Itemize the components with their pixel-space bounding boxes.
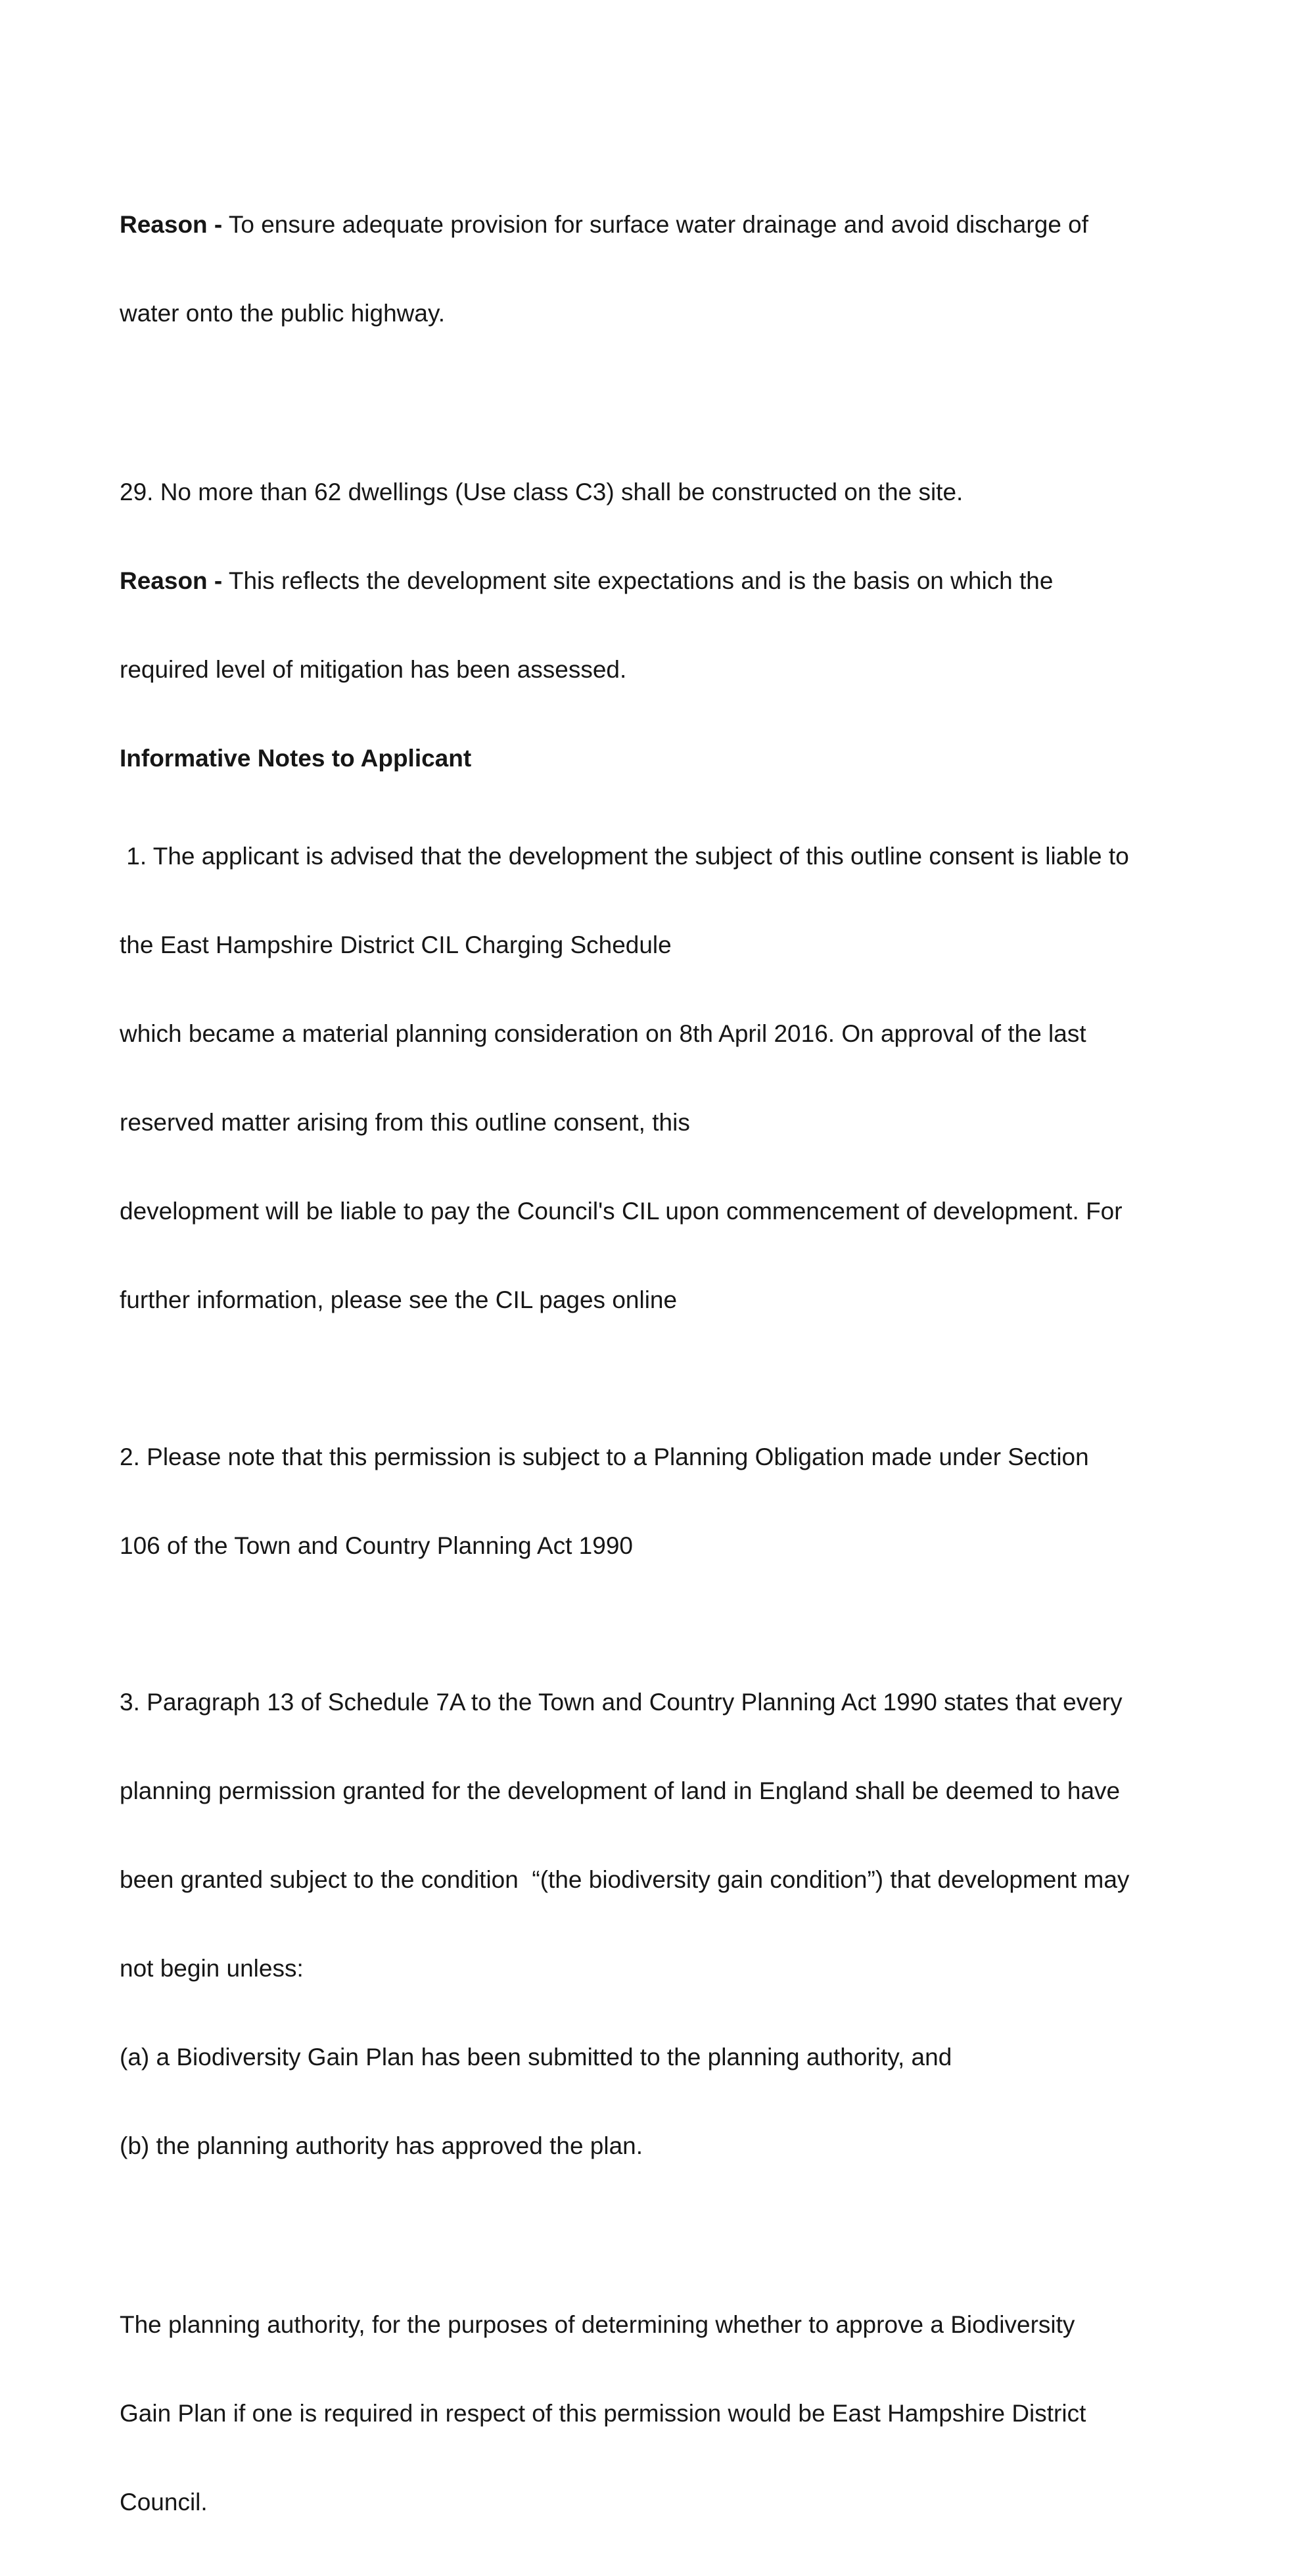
note-line: (a) a Biodiversity Gain Plan has been submitted to the planning authority, and [120, 2044, 952, 2071]
reason-label: Reason - [120, 211, 223, 238]
informative-note-1 [120, 782, 1197, 1374]
note-line: been granted subject to the condition “(the biodiversity gain condition”) that development may [120, 1866, 1130, 1893]
note-line: further information, please see the CIL pages online [120, 1286, 678, 1313]
reason-text: To ensure adequate provision for surface water drainage and avoid discharge of [222, 211, 1089, 238]
reason-text-continued: water onto the public highway. [120, 300, 446, 327]
reason-text: This reflects the development site expectations and is the basis on which the [222, 567, 1054, 594]
paragraph-line: Council. [120, 2489, 208, 2516]
reason-line [120, 210, 1197, 239]
note-line: which became a material planning consideration on 8th April 2016. On approval of the last [120, 1020, 1086, 1047]
planning-authority-paragraph [120, 2251, 1197, 2576]
condition-29-paragraph [120, 418, 1197, 743]
note-line: development will be liable to pay the Council's CIL upon commencement of development. For [120, 1198, 1123, 1225]
informative-notes-heading: Informative Notes to Applicant [120, 745, 472, 772]
note-line: 3. Paragraph 13 of Schedule 7A to the Town and Country Planning Act 1990 states that every [120, 1689, 1123, 1716]
note-line: not begin unless: [120, 1955, 304, 1982]
paragraph-line: The planning authority, for the purposes of determining whether to approve a Biodiversity [120, 2311, 1075, 2338]
reason-label: Reason - [120, 567, 223, 594]
note-line: planning permission granted for the development of land in England shall be deemed to have [120, 1777, 1121, 1804]
paragraph-line: Gain Plan if one is required in respect of this permission would be East Hampshire District [120, 2400, 1086, 2427]
reason-text-continued: required level of mitigation has been assessed. [120, 656, 627, 683]
informative-note-3 [120, 1628, 1197, 2220]
note-line: (b) the planning authority has approved the plan. [120, 2132, 643, 2159]
informative-note-2 [120, 1383, 1197, 1620]
note-line: 106 of the Town and Country Planning Act 1990 [120, 1532, 633, 1559]
note-line: reserved matter arising from this outline consent, this [120, 1109, 690, 1136]
note-line: 2. Please note that this permission is subject to a Planning Obligation made under Section [120, 1443, 1089, 1470]
note-line: the East Hampshire District CIL Charging Schedule [120, 931, 672, 958]
reason-paragraph [120, 151, 1197, 387]
condition-29-reason-line [120, 566, 1197, 596]
condition-29-text: 29. No more than 62 dwellings (Use class C3) shall be constructed on the site. [120, 479, 963, 505]
note-line: 1. The applicant is advised that the development the subject of this outline consent is liable to [120, 843, 1129, 870]
document-page [120, 151, 1197, 2576]
